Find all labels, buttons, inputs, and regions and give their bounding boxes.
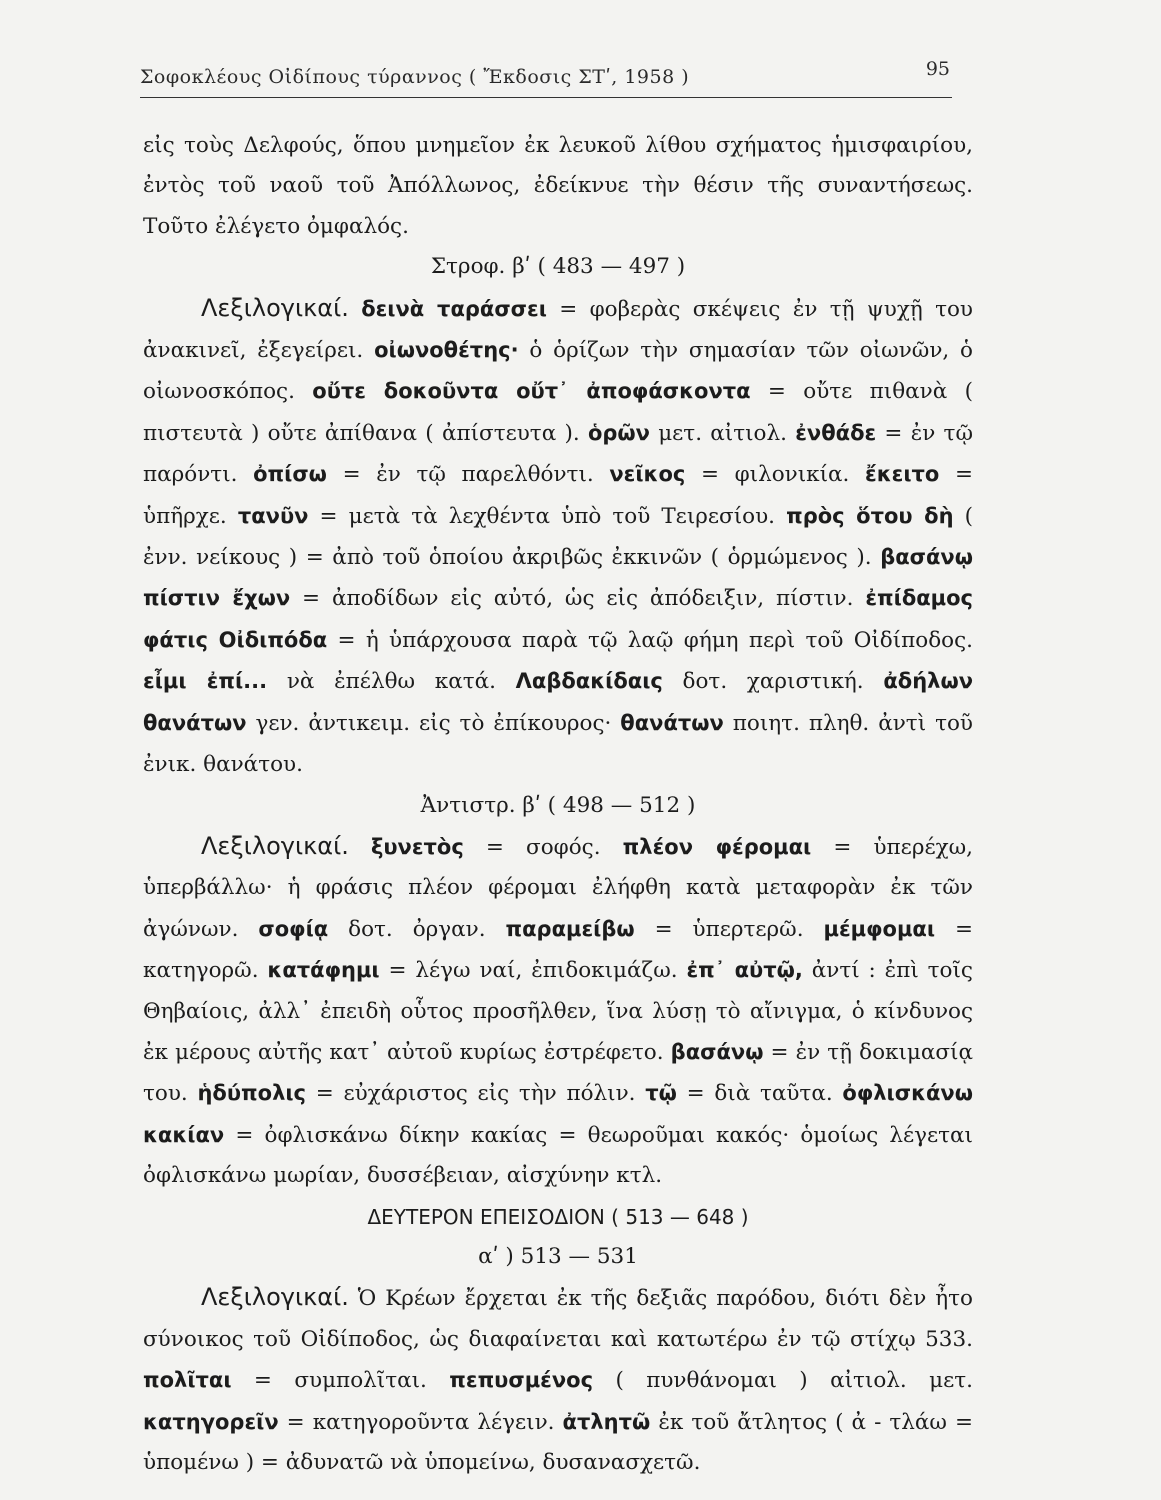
gloss: = εὐχάριστος εἰς τὴν πόλιν. [306, 1081, 646, 1107]
gloss: δοτ. ὀργαν. [328, 916, 506, 942]
lemma: δεινὰ ταράσσει [361, 296, 547, 321]
gloss: = ὑπῆρχε. [143, 462, 973, 529]
lemma: βασάνῳ [670, 1039, 764, 1064]
lemma: πολῖται [143, 1368, 232, 1393]
gloss: = διὰ ταῦτα. [676, 1081, 843, 1107]
gloss: ὁ ὁρίζων τὴν σημασίαν τῶν οἰωνῶν, ὁ οἰωνοσκόπος. [143, 338, 973, 405]
gloss: νὰ ἐπέλθω κατά. [267, 669, 516, 695]
gloss: = μετὰ τὰ λεχθέντα ὑπὸ τοῦ Τειρεσίου. [308, 503, 787, 529]
lexicon-label: Λεξιλογικαί. [201, 1283, 349, 1312]
lemma: κατάφημι [267, 958, 380, 983]
lemma: ἐνθάδε [795, 420, 877, 445]
lemma: παραμείβω [505, 916, 635, 941]
gloss: ( πυνθάνομαι ) αἰτιολ. μετ. [593, 1368, 973, 1394]
lemma: ἐπ᾽ αὐτῷ, [686, 958, 803, 983]
lemma: ἡδύπολις [197, 1081, 306, 1106]
strophe-heading: Στροφ. βʹ ( 483 — 497 ) [430, 254, 686, 280]
page-number: 95 [925, 58, 950, 80]
lemma: σοφίᾳ [258, 916, 329, 941]
antistrophe-heading: Ἀντιστρ. βʹ ( 498 — 512 ) [420, 792, 696, 818]
gloss: ἐκ τοῦ ἄτλητος ( ἀ - τλάω = ὑπομένω ) = ἀδυνατῶ νὰ ὑπομείνω, δυσανασχετῶ. [143, 1409, 973, 1475]
lemma: ἔκειτο [865, 462, 940, 487]
lemma: ὀπίσω [253, 462, 327, 487]
lemma: μέμφομαι [823, 916, 936, 941]
gloss: δοτ. χαριστική. [662, 669, 884, 695]
lemma: θανάτων [620, 710, 724, 735]
lemma: ὀφλισκάνω κακίαν [143, 1081, 973, 1147]
lemma: τανῦν [237, 503, 309, 528]
running-header [140, 58, 952, 92]
gloss: Ὁ Κρέων ἔρχεται ἐκ τῆς δεξιᾶς παρόδου, διότι δὲν ἦτο σύνοικος τοῦ Οἰδίποδος, ὡς διαφαίνεται καὶ κατωτέρω ἐν τῷ στίχῳ 533. [143, 1286, 973, 1352]
running-title: Σοφοκλέους Οἰδίπους τύραννος ( Ἔκδοσις ΣΤʹ, 1958 ) [140, 66, 690, 88]
gloss: = κατηγορῶ. [143, 916, 973, 984]
lexicon-label: Λεξιλογικαί. [201, 831, 349, 860]
gloss: = συμπολῖται. [231, 1368, 450, 1394]
episode-heading: ΔΕΥΤΕΡΟΝ ΕΠΕΙΣΟΔΙΟΝ ( 513 — 648 ) [367, 1204, 749, 1229]
gloss: ἀντί : ἐπὶ τοῖς Θηβαίοις, ἀλλ᾽ ἐπειδὴ οὗτος προσῆλθεν, ἵνα λύσῃ τὸ αἴνιγμα, ὁ κίνδυνος ἐκ μέρους αὐτῆς κατ᾽ αὐτοῦ κυρίως ἐστρέφετο. [143, 958, 973, 1065]
page-body [143, 126, 973, 1483]
gloss: = ὑπερτερῶ. [634, 916, 824, 942]
lemma: πρὸς ὅτου δὴ [786, 503, 954, 528]
lemma: Λαβδακίδαις [515, 669, 663, 694]
lemma: πεπυσμένος [449, 1368, 594, 1393]
gloss: = ἐν τῷ παρελθόντι. [326, 462, 610, 488]
lemma: οὔτε δοκοῦντα οὔτ᾽ ἀποφάσκοντα [312, 379, 751, 404]
lemma: ἀδήλων θανάτων [143, 669, 974, 735]
lemma: ὁρῶν [587, 420, 650, 445]
lemma: νεῖκος [609, 462, 686, 487]
lexicon-label: Λεξιλογικαί. [201, 293, 349, 322]
lemma: πλέον φέρομαι [622, 834, 812, 859]
gloss: = ἐν τῷ παρόντι. [143, 420, 973, 488]
gloss: = λέγω ναί, ἐπιδοκιμάζω. [379, 958, 687, 984]
gloss: = κατηγοροῦντα λέγειν. [278, 1409, 563, 1435]
gloss: ποιητ. πληθ. ἀντὶ τοῦ ἐνικ. θανάτου. [143, 710, 973, 778]
lemma: τῷ [645, 1081, 677, 1106]
gloss: = ἀποδίδων εἰς αὐτό, ὡς εἰς ἀπόδειξιν, πίστιν. [290, 586, 866, 612]
lemma: ἐπίδαμος φάτις Οἰδιπόδα [143, 586, 974, 652]
paragraph-delphi: εἰς τοὺς Δελφούς, ὅπου μνημεῖον ἐκ λευκοῦ λίθου σχήματος ἡμισφαιρίου, ἐντὸς τοῦ ναοῦ τοῦ Ἀπόλλωνος, ἐδείκνυε τὴν θέσιν τῆς συναντήσεως. Τοῦτο ἐλέγετο ὀμφαλός. [143, 133, 973, 239]
lemma: ξυνετὸς [370, 834, 464, 859]
lexicon-strophe [143, 288, 973, 786]
lemma: οἰωνοθέτης· [374, 338, 519, 363]
gloss: = οὔτε πιθανὰ ( πιστευτὰ ) οὔτε ἀπίθανα ( ἀπίστευτα ). [143, 379, 973, 446]
subsection-heading: αʹ ) 513 — 531 [478, 1243, 638, 1269]
lemma: βασάνῳ πίστιν ἔχων [143, 545, 973, 611]
gloss: = φοβερὰς σκέψεις ἐν τῇ ψυχῇ του ἀνακινεῖ, ἐξεγείρει. [143, 296, 973, 364]
gloss: = ὀφλισκάνω δίκην κακίας = θεωροῦμαι κακός· ὁμοίως λέγεται ὀφλισκάνω μωρίαν, δυσσέβειαν, αἰσχύνην κτλ. [143, 1122, 973, 1189]
gloss: = ἡ ὑπάρχουσα παρὰ τῷ λαῷ φήμη περὶ τοῦ Οἰδίποδος. [327, 627, 973, 653]
gloss: = ὑπερέχω, ὑπερβάλλω· ἡ φράσις πλέον φέρομαι ἐλήφθη κατὰ μεταφορὰν ἐκ τῶν ἀγώνων. [143, 834, 973, 942]
gloss: = σοφός. [463, 834, 623, 860]
gloss: μετ. αἰτιολ. [649, 420, 796, 446]
lemma: κατηγορεῖν [143, 1409, 279, 1434]
gloss: = φιλονικία. [685, 462, 866, 488]
lemma: εἶμι ἐπί... [143, 669, 268, 694]
header-rule [140, 97, 952, 98]
gloss: γεν. ἀντικειμ. εἰς τὸ ἐπίκουρος· [246, 710, 621, 736]
gloss: = ἐν τῇ δοκιμασίᾳ του. [143, 1039, 974, 1107]
lemma: ἀτλητῶ [562, 1409, 651, 1434]
lexicon-episode [143, 1277, 973, 1483]
gloss: ( ἐνν. νείκους ) = ἀπὸ τοῦ ὁποίου ἀκριβῶς ἐκκινῶν ( ὁρμώμενος ). [143, 503, 973, 571]
lexicon-antistrophe [143, 826, 973, 1197]
